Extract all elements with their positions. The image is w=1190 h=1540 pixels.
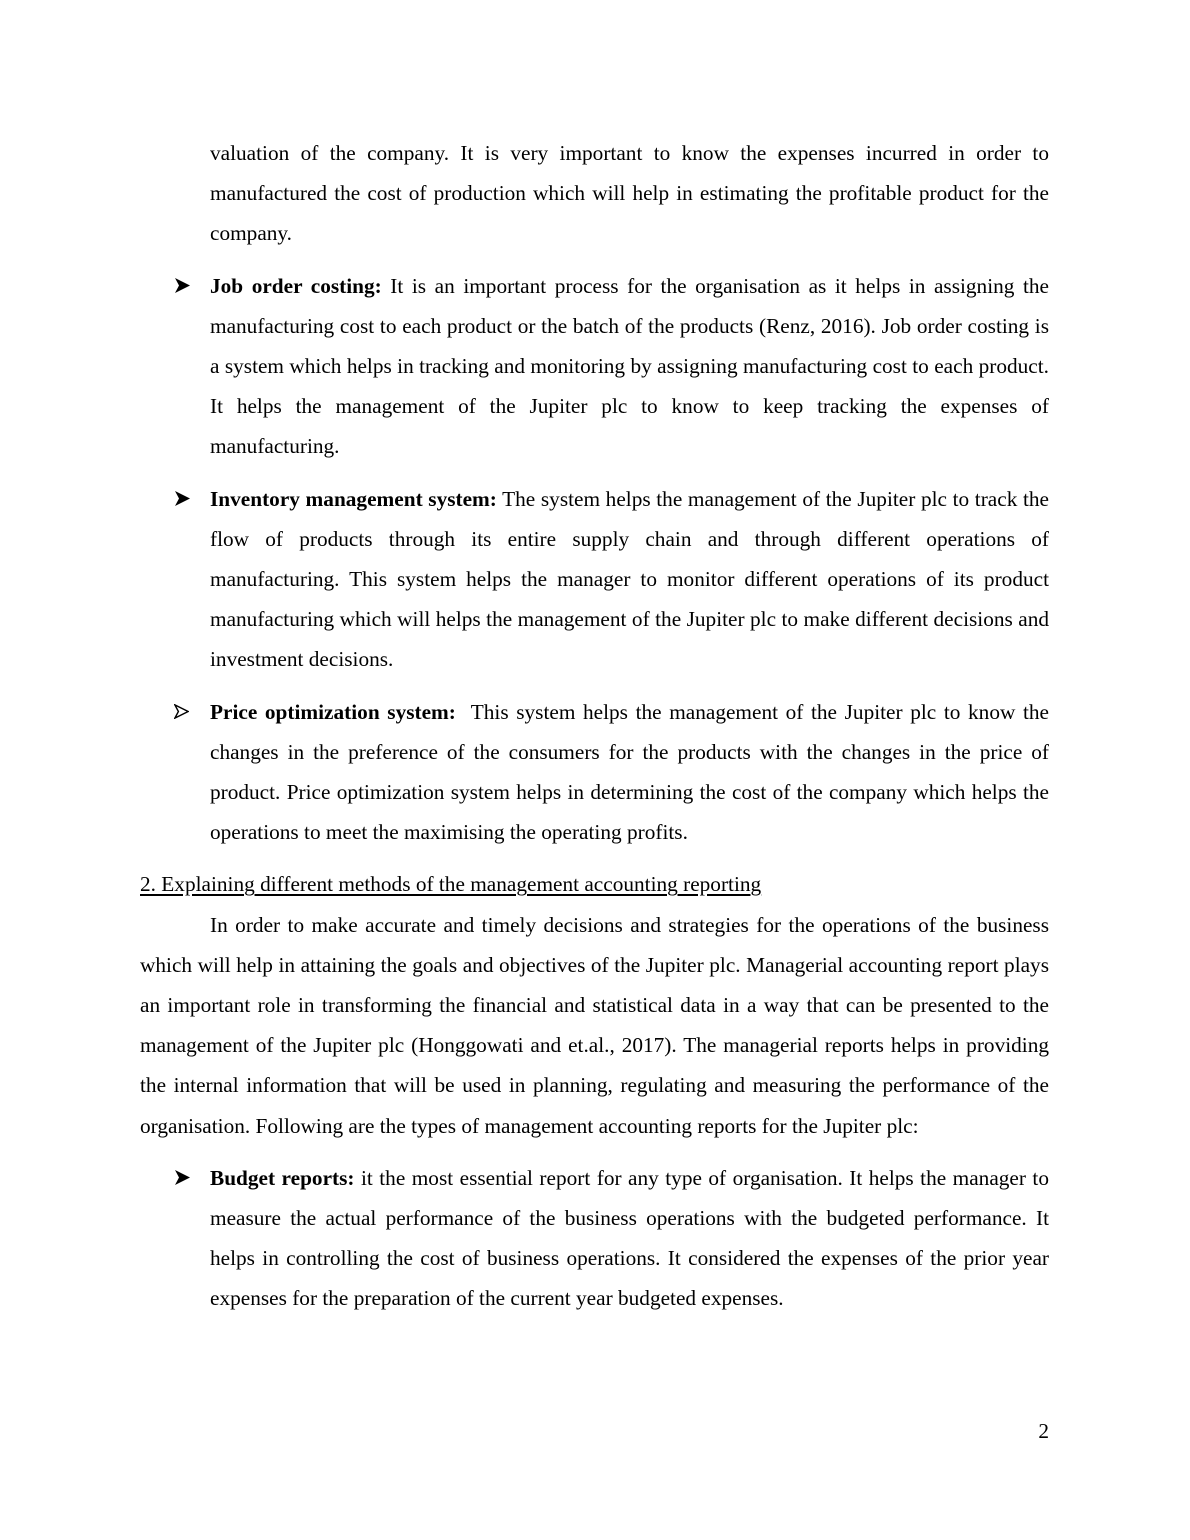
bullet-job-order-costing	[140, 266, 1049, 467]
bullet-text: it the most essential report for any type of organisation. It helps the manager to measure the actual performance of the business operations with the budgeted performance. It helps in controlling the cost of business operations. It considered the expenses of the prior year expenses for the preparation of the current year budgeted expenses.	[210, 1165, 1049, 1311]
arrowhead-bullet-icon	[174, 479, 194, 519]
arrowhead-bullet-icon	[174, 266, 194, 306]
section-paragraph: In order to make accurate and timely decisions and strategies for the operations of the business which will help in attaining the goals and objectives of the Jupiter plc. Managerial accounting report plays an important role in transforming the financial and statistical data in a way that can be presented to the management of the Jupiter plc (Honggowati and et.al., 2017). The managerial reports helps in providing the internal information that will be used in planning, regulating and measuring the performance of the organisation. Following are the types of management accounting reports for the Jupiter plc:	[140, 912, 1049, 1138]
bullet-term: Budget reports:	[210, 1165, 355, 1190]
bullet-price-optimization-system	[140, 692, 1055, 853]
bullet-text: This system helps the management of the Jupiter plc to know the changes in the preference of the consumers for the products with the changes in the price of product. Price optimization system helps in determining the cost of the company which helps the operations to meet the maximising the operating profits.	[210, 699, 1055, 845]
bullet-budget-reports	[140, 1158, 1049, 1319]
arrowhead-bullet-icon	[174, 1158, 194, 1198]
bullet-term: Price optimization system:	[210, 699, 456, 724]
bullet-text: It is an important process for the organisation as it helps in assigning the manufacturing cost to each product or the batch of the products (Renz, 2016). Job order costing is a system which helps in tracking and monitoring by assigning manufacturing cost to each product. It helps the management of the Jupiter plc to know to keep tracking the expenses of manufacturing.	[210, 273, 1049, 459]
continuation-paragraph: valuation of the company. It is very important to know the expenses incurred in order to manufactured the cost of production which will help in estimating the profitable product for the company.	[210, 141, 1049, 246]
bullet-term: Job order costing:	[210, 273, 382, 298]
bullet-term: Inventory management system:	[210, 486, 497, 511]
bullet-text: The system helps the management of the Jupiter plc to track the flow of products through its entire supply chain and through different operations of manufacturing. This system helps the manager to monitor different operations of its product manufacturing which will helps the management of the Jupiter plc to make different decisions and investment decisions.	[210, 486, 1050, 672]
arrowhead-bullet-icon	[174, 692, 194, 732]
bullet-inventory-management-system	[140, 479, 1049, 680]
page-number: 2	[1038, 1419, 1049, 1443]
section-heading: 2. Explaining different methods of the management accounting reporting	[140, 872, 762, 897]
page-body	[140, 133, 1055, 1319]
